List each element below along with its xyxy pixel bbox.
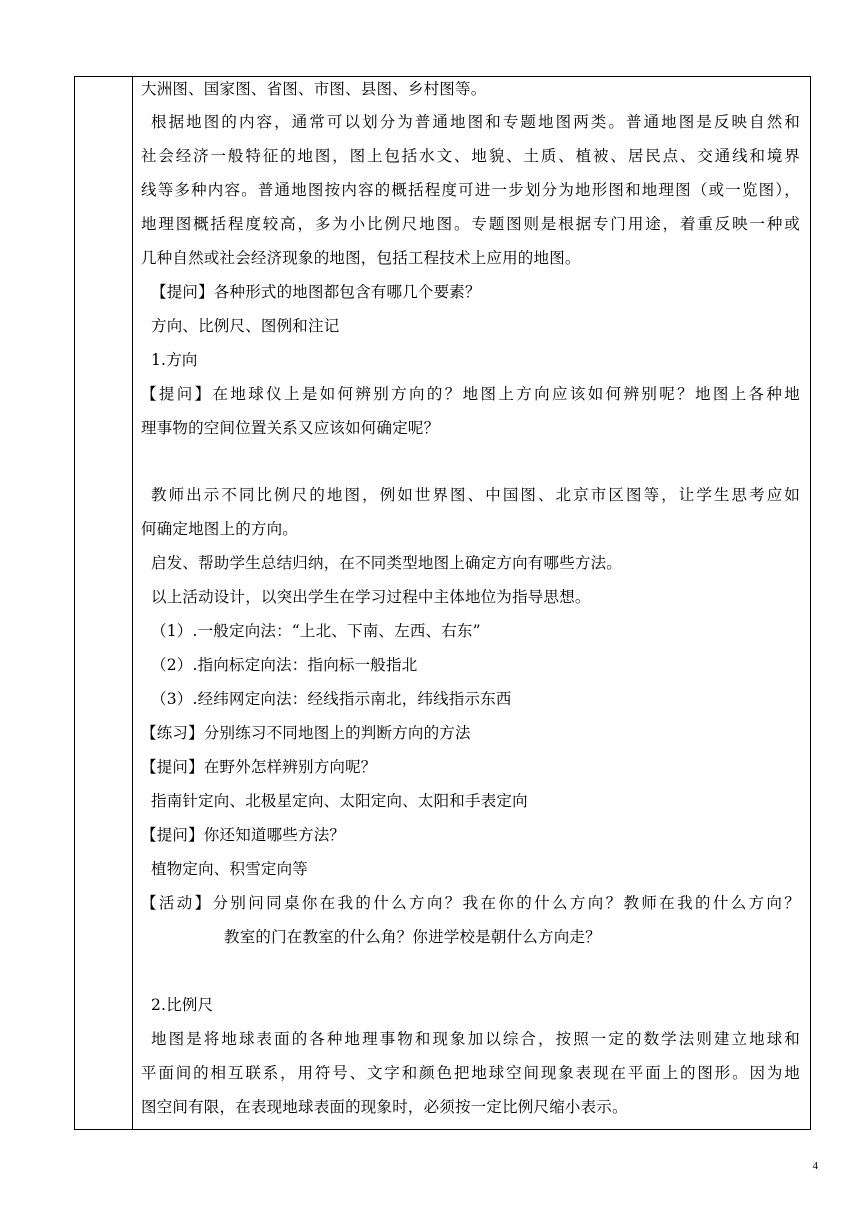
text-line: （3）.经纬网定向法：经线指示南北，纬线指示东西 [151, 690, 512, 708]
text-line: 以上活动设计，以突出学生在学习过程中主体地位为指导思想。 [151, 588, 591, 606]
text-line: 几种自然或社会经济现象的地图，包括工程技术上应用的地图。 [141, 249, 581, 267]
text-line: 指南针定向、北极星定向、太阳定向、太阳和手表定向 [151, 792, 528, 810]
page-number: 4 [812, 1160, 818, 1172]
text-line: 【提问】各种形式的地图都包含有哪几个要素？ [151, 283, 481, 301]
text-line: （1）.一般定向法：“上北、下南、左西、右东” [151, 622, 481, 640]
text-line: 【提问】你还知道哪些方法？ [141, 826, 346, 844]
text-line: 地图是将地球表面的各种地理事物和现象加以综合，按照一定的数学法则建立地球和 [151, 1030, 800, 1048]
text-line: 方向、比例尺、图例和注记 [151, 317, 340, 335]
text-line: 【提问】在野外怎样辨别方向呢？ [141, 758, 377, 776]
text-line: 何确定地图上的方向。 [141, 520, 299, 538]
lesson-table [74, 76, 811, 1130]
text-line: 【提问】在地球仪上是如何辨别方向的？地图上方向应该如何辨别呢？地图上各种地 [141, 385, 800, 403]
text-line: 平面间的相互联系，用符号、文字和颜色把地球空间现象表现在平面上的图形。因为地 [141, 1064, 800, 1082]
text-line: 【活动】分别问同桌你在我的什么方向？我在你的什么方向？教师在我的什么方向？ [141, 894, 800, 912]
text-line: 【练习】分别练习不同地图上的判断方向的方法 [141, 724, 471, 742]
text-line: 线等多种内容。普通地图按内容的概括程度可进一步划分为地形图和地理图（或一览图）， [141, 181, 800, 199]
text-line: 植物定向、积雪定向等 [151, 860, 309, 878]
text-line: 图空间有限，在表现地球表面的现象时，必须按一定比例尺缩小表示。 [141, 1098, 628, 1116]
text-line: 教师出示不同比例尺的地图，例如世界图、中国图、北京市区图等，让学生思考应如 [151, 486, 800, 504]
text-line: 大洲图、国家图、省图、市图、县图、乡村图等。 [141, 80, 487, 98]
text-line: 2.比例尺 [151, 996, 214, 1014]
text-line: （2）.指向标定向法：指向标一般指北 [151, 656, 418, 674]
table-content-cell [133, 77, 810, 1129]
text-line: 地理图概括程度较高，多为小比例尺地图。专题图则是根据专门用途，着重反映一种或 [141, 215, 800, 233]
text-line: 理事物的空间位置关系又应该如何确定呢？ [141, 419, 440, 437]
text-line: 教室的门在教室的什么角？你进学校是朝什么方向走？ [224, 928, 601, 946]
text-line: 1.方向 [151, 351, 198, 369]
text-line: 启发、帮助学生总结归纳，在不同类型地图上确定方向有哪些方法。 [151, 554, 623, 572]
text-line: 根据地图的内容，通常可以划分为普通地图和专题地图两类。普通地图是反映自然和 [151, 113, 800, 131]
text-line: 社会经济一般特征的地图，图上包括水文、地貌、土质、植被、居民点、交通线和境界 [141, 147, 800, 165]
table-left-column [75, 77, 133, 1129]
